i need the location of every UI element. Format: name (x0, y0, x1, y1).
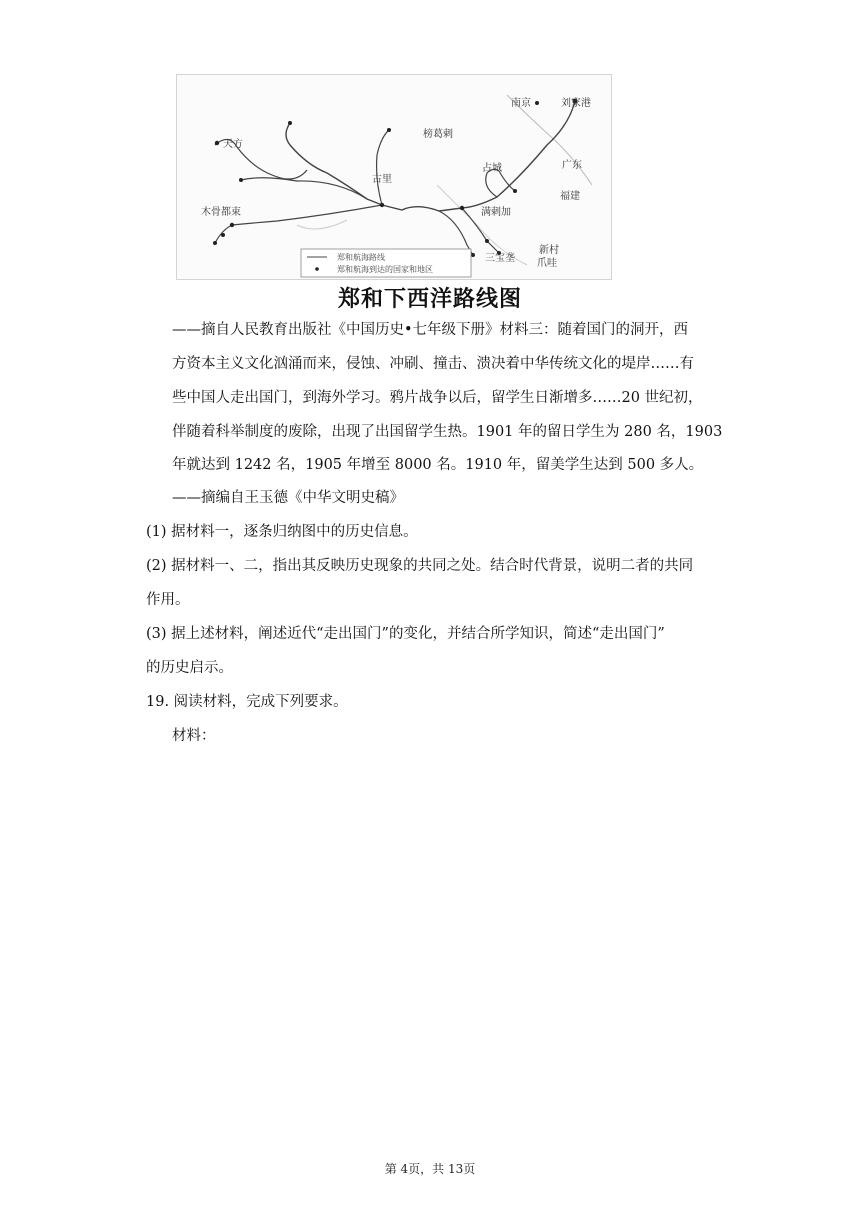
page-number: 第 4页，共 13页 (384, 1162, 476, 1176)
question-3-continued: 的历史启示。 (146, 660, 233, 676)
legend-route-label: 郑和航海路线 (337, 253, 385, 262)
map-label-banggela: 榜葛剌 (423, 129, 453, 140)
map-label-zhuawa: 爪哇 (537, 258, 557, 269)
map-label-manlajia: 满剌加 (481, 207, 511, 218)
material-three-line-3: 些中国人走出国门，到海外学习。鸦片战争以后，留学生日渐增多……20 世纪初， (172, 390, 703, 406)
source-line-1: ——摘自人民教育出版社《中国历史•七年级下册》材料三：随着国门的洞开，西 (172, 322, 689, 338)
source-line-2: ——摘编自王玉德《中华文明史稿》 (172, 490, 404, 506)
map-label-fujian: 福建 (560, 191, 580, 202)
route-line (439, 211, 473, 255)
map-label-zhancheng: 占城 (482, 163, 502, 174)
question-19: 19. 阅读材料，完成下列要求。 (146, 694, 348, 710)
route-line (286, 101, 575, 211)
map-label-liujiagang: 刘家港 (561, 98, 591, 109)
material-three-line-4: 伴随着科举制度的废除，出现了出国留学生热。1901 年的留日学生为 280 名，1903 (172, 424, 723, 440)
route-line (377, 130, 389, 205)
route-line (241, 178, 367, 199)
material-three-line-5: 年就达到 1242 名，1905 年增至 8000 名。1910 年，留美学生达到 500 多人。 (172, 457, 704, 473)
map-label-muguduoshu: 木骨都束 (201, 207, 241, 218)
question-3: (3) 据上述材料，阐述近代“走出国门”的变化，并结合所学知识，简述“走出国门” (146, 626, 665, 642)
route-line (232, 205, 382, 225)
zheng-he-voyage-map (176, 74, 612, 280)
material-label: 材料： (172, 728, 216, 744)
material-three-line-2: 方资本主义文化汹涌而来，侵蚀、冲刷、撞击、溃决着中华传统文化的堤岸……有 (172, 356, 694, 372)
map-label-sanbaolong: 三宝垄 (485, 253, 515, 264)
map-label-xincun: 新村 (539, 245, 559, 256)
map-caption: 郑和下西洋路线图 (337, 287, 522, 312)
map-label-guangdong: 广东 (562, 160, 582, 171)
map-graphic (177, 75, 611, 279)
question-2-continued: 作用。 (146, 592, 190, 608)
question-1: (1) 据材料一，逐条归纳图中的历史信息。 (146, 524, 418, 540)
legend-stop-label: 郑和航海到达的国家和地区 (337, 265, 433, 274)
coastline (297, 220, 347, 229)
map-label-tianfang: 天方 (223, 139, 243, 150)
legend-stop-swatch (315, 267, 319, 271)
map-label-guli: 古里 (372, 174, 392, 185)
question-2: (2) 据材料一、二，指出其反映历史现象的共同之处。结合时代背景，说明二者的共同 (146, 558, 694, 574)
map-label-nanjing: 南京 (511, 98, 531, 109)
